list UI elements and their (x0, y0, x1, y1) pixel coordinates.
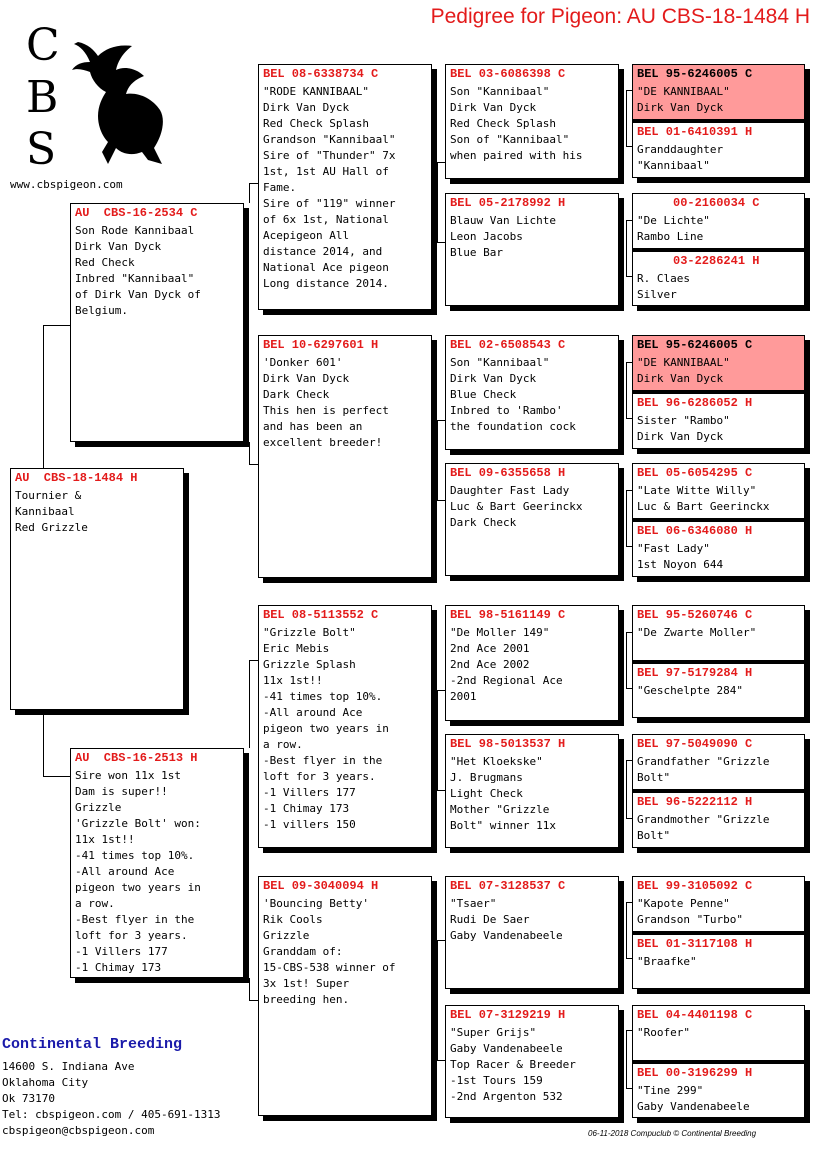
connector-line (437, 1060, 445, 1061)
pedigree-card-gggp-pair[interactable] (632, 335, 805, 449)
gggp-sire-section[interactable] (633, 464, 804, 520)
pigeon-info: "De Lichte" Rambo Line (637, 214, 710, 243)
pigeon-info: "Geschelpte 284" (637, 684, 743, 697)
connector-line (437, 690, 445, 691)
ring-number: BEL 95-6246005 C (637, 338, 753, 352)
connector-line (249, 660, 250, 748)
connector-line (626, 632, 627, 688)
pedigree-card-gggp-pair[interactable] (632, 1005, 805, 1118)
connector-line (626, 1030, 627, 1088)
connector-line (437, 242, 445, 243)
ring-number: BEL 10-6297601 H (263, 338, 379, 352)
pedigree-card-gggp-pair[interactable] (632, 734, 805, 848)
ring-number: BEL 03-6086398 C (450, 67, 566, 81)
ring-number: BEL 07-3129219 H (450, 1008, 566, 1022)
pedigree-card-gggp-pair[interactable] (632, 876, 805, 989)
gggp-dam-section[interactable] (633, 934, 804, 988)
pigeon-info: Son Rode Kannibaal Dirk Van Dyck Red Check Inbred "Kannibaal" of Dirk Van Dyck of Belgium. (75, 224, 201, 317)
pedigree-card-dam[interactable] (70, 748, 244, 978)
ring-number: BEL 02-6508543 C (450, 338, 566, 352)
pedigree-card-ggp[interactable] (445, 335, 619, 450)
pigeon-info: "Late Witte Willy" Luc & Bart Geerinckx (637, 484, 770, 513)
pigeon-info: "Het Kloekske" J. Brugmans Light Check Mother "Grizzle Bolt" winner 11x (450, 755, 556, 832)
pedigree-card-granddam-paternal[interactable] (258, 335, 432, 578)
ring-number: AU CBS-16-2534 C (75, 206, 198, 220)
connector-line (437, 162, 438, 242)
pedigree-card-ggp[interactable] (445, 734, 619, 848)
pigeon-info: "Super Grijs" Gaby Vandenabeele Top Racer & Breeder -1st Tours 159 -2nd Argenton 532 (450, 1026, 576, 1103)
connector-line (626, 490, 627, 546)
ring-number: BEL 98-5013537 H (450, 737, 566, 751)
pigeon-info: Blauw Van Lichte Leon Jacobs Blue Bar (450, 214, 556, 259)
pigeon-info: Daughter Fast Lady Luc & Bart Geerinckx Dark Check (450, 484, 583, 529)
connector-line (437, 420, 438, 500)
connector-line (249, 183, 250, 203)
pigeon-info: "Tine 299" Gaby Vandenabeele (637, 1084, 750, 1113)
gggp-sire-section[interactable] (633, 65, 804, 121)
connector-line (437, 162, 445, 163)
connector-line (437, 940, 438, 1060)
ring-number: BEL 06-6346080 H (637, 524, 753, 538)
connector-line (437, 420, 445, 421)
logo-letter-c: C (26, 20, 60, 71)
connector-line (437, 790, 445, 791)
gggp-dam-section[interactable] (633, 251, 804, 305)
ring-number: 00-2160034 C (637, 196, 760, 210)
pedigree-card-ggp[interactable] (445, 463, 619, 576)
connector-line (626, 902, 627, 958)
gggp-sire-section[interactable] (633, 735, 804, 791)
gggp-sire-section[interactable] (633, 877, 804, 933)
ring-number: BEL 00-3196299 H (637, 1066, 753, 1080)
pedigree-card-subject[interactable] (10, 468, 184, 710)
ring-number: BEL 01-6410391 H (637, 125, 753, 139)
pedigree-card-ggp[interactable] (445, 64, 619, 179)
pigeon-info: Grandmother "Grizzle Bolt" (637, 813, 770, 842)
connector-line (437, 690, 438, 790)
pigeon-info: "DE KANNIBAAL" Dirk Van Dyck (637, 85, 730, 114)
ring-number: 03-2286241 H (637, 254, 760, 268)
ring-number: BEL 98-5161149 C (450, 608, 566, 622)
ring-number: BEL 07-3128537 C (450, 879, 566, 893)
connector-line (626, 760, 627, 818)
connector-line (249, 978, 250, 1000)
ring-number: BEL 99-3105092 C (637, 879, 753, 893)
pigeon-info: Tournier & Kannibaal Red Grizzle (15, 489, 88, 534)
pigeon-info: 'Bouncing Betty' Rik Cools Grizzle Granddam of: 15-CBS-538 winner of 3x 1st! Super breeding hen. (263, 897, 396, 1006)
pigeon-info: "Roofer" (637, 1026, 690, 1039)
pigeon-info: Son "Kannibaal" Dirk Van Dyck Red Check Splash Son of "Kannibaal" when paired with his (450, 85, 583, 162)
gggp-sire-section[interactable] (633, 606, 804, 662)
connector-line (43, 325, 44, 468)
pedigree-card-granddam-maternal[interactable] (258, 876, 432, 1116)
pedigree-card-gggp-pair[interactable] (632, 463, 805, 577)
connector-line (626, 220, 627, 276)
pedigree-card-grandsire-paternal[interactable] (258, 64, 432, 310)
ring-number: BEL 09-3040094 H (263, 879, 379, 893)
gggp-dam-section[interactable] (633, 663, 804, 717)
ring-number: BEL 97-5049090 C (637, 737, 753, 751)
gggp-dam-section[interactable] (633, 521, 804, 576)
pigeon-info: R. Claes Silver (637, 272, 690, 301)
pedigree-card-sire[interactable] (70, 203, 244, 442)
pigeon-info: Sire won 11x 1st Dam is super!! Grizzle 'Grizzle Bolt' won: 11x 1st!! -41 times top 10%. -All around Ace pigeon two years in a row. -Best flyer in the loft for 3 years. -1 Villers 177 -1 Chimay 173 (75, 769, 201, 974)
pigeon-info: Sister "Rambo" Dirk Van Dyck (637, 414, 730, 443)
pedigree-card-gggp-pair[interactable] (632, 193, 805, 306)
pigeon-info: "RODE KANNIBAAL" Dirk Van Dyck Red Check Splash Grandson "Kannibaal" Sire of "Thunder" 7x 1st, 1st AU Hall of Fame. Sire of "119" winner of 6x 1st, National Acepigeon All distance 2014, and National Ace pigeon Long distance 2014. (263, 85, 396, 290)
ring-number: BEL 04-4401198 C (637, 1008, 753, 1022)
ring-number: BEL 08-5113552 C (263, 608, 379, 622)
connector-line (437, 500, 445, 501)
pedigree-card-grandsire-maternal[interactable] (258, 605, 432, 848)
pedigree-card-gggp-pair[interactable] (632, 605, 805, 718)
connector-line (43, 710, 44, 776)
pigeon-info: Grandfather "Grizzle Bolt" (637, 755, 770, 784)
gggp-sire-section[interactable] (633, 194, 804, 250)
ring-number: AU CBS-16-2513 H (75, 751, 198, 765)
ring-number: AU CBS-18-1484 H (15, 471, 138, 485)
gggp-dam-section[interactable] (633, 792, 804, 847)
ring-number: BEL 95-5260746 C (637, 608, 753, 622)
pigeon-info: "Fast Lady" 1st Noyon 644 (637, 542, 724, 571)
connector-line (43, 776, 70, 777)
ring-number: BEL 95-6246005 C (637, 67, 753, 81)
pigeon-info: "Kapote Penne" Grandson "Turbo" (637, 897, 743, 926)
logo-letter-s: S (26, 124, 57, 175)
ring-number: BEL 05-2178992 H (450, 196, 566, 210)
gggp-sire-section[interactable] (633, 336, 804, 392)
pigeon-info: "Braafke" (637, 955, 697, 968)
pigeon-info: "De Zwarte Moller" (637, 626, 757, 639)
ring-number: BEL 09-6355658 H (450, 466, 566, 480)
page-title: Pedigree for Pigeon: AU CBS-18-1484 H (430, 5, 810, 28)
ring-number: BEL 01-3117108 H (637, 937, 753, 951)
connector-line (249, 442, 250, 464)
pigeon-silhouette-icon (62, 40, 170, 170)
connector-line (437, 940, 445, 941)
website-link[interactable]: www.cbspigeon.com (10, 178, 123, 191)
pedigree-card-ggp[interactable] (445, 605, 619, 721)
pigeon-info: 'Donker 601' Dirk Van Dyck Dark Check This hen is perfect and has been an excellent breeder! (263, 356, 389, 449)
pedigree-card-ggp[interactable] (445, 193, 619, 306)
connector-line (626, 90, 627, 146)
ring-number: BEL 96-5222112 H (637, 795, 753, 809)
pigeon-info: "Grizzle Bolt" Eric Mebis Grizzle Splash 11x 1st!! -41 times top 10%. -All around Ace pigeon two years in a row. -Best flyer in the loft for 3 years. -1 Villers 177 -1 Chimay 173 -1 villers 150 (263, 626, 389, 831)
pigeon-info: Granddaughter "Kannibaal" (637, 143, 724, 172)
breeder-name: Continental Breeding (2, 1036, 183, 1053)
ring-number: BEL 96-6286052 H (637, 396, 753, 410)
breeder-address: 14600 S. Indiana Ave Oklahoma City Ok 73170 Tel: cbspigeon.com / 405-691-1313 cbspigeon@cbspigeon.com (2, 1060, 221, 1137)
connector-line (43, 325, 70, 326)
gggp-dam-section[interactable] (633, 393, 804, 448)
ring-number: BEL 08-6338734 C (263, 67, 379, 81)
pigeon-info: "DE KANNIBAAL" Dirk Van Dyck (637, 356, 730, 385)
print-stamp: 06-11-2018 Compuclub © Continental Breeding (588, 1129, 757, 1138)
pigeon-info: Son "Kannibaal" Dirk Van Dyck Blue Check Inbred to 'Rambo' the foundation cock (450, 356, 576, 433)
pedigree-card-ggp[interactable] (445, 1005, 619, 1118)
logo-letter-b: B (26, 72, 59, 123)
gggp-sire-section[interactable] (633, 1006, 804, 1062)
ring-number: BEL 05-6054295 C (637, 466, 753, 480)
gggp-dam-section[interactable] (633, 122, 804, 177)
connector-line (626, 362, 627, 418)
pigeon-info: "Tsaer" Rudi De Saer Gaby Vandenabeele (450, 897, 563, 942)
pigeon-info: "De Moller 149" 2nd Ace 2001 2nd Ace 2002 -2nd Regional Ace 2001 (450, 626, 563, 703)
pedigree-card-gggp-pair[interactable] (632, 64, 805, 178)
gggp-dam-section[interactable] (633, 1063, 804, 1117)
pedigree-card-ggp[interactable] (445, 876, 619, 989)
ring-number: BEL 97-5179284 H (637, 666, 753, 680)
